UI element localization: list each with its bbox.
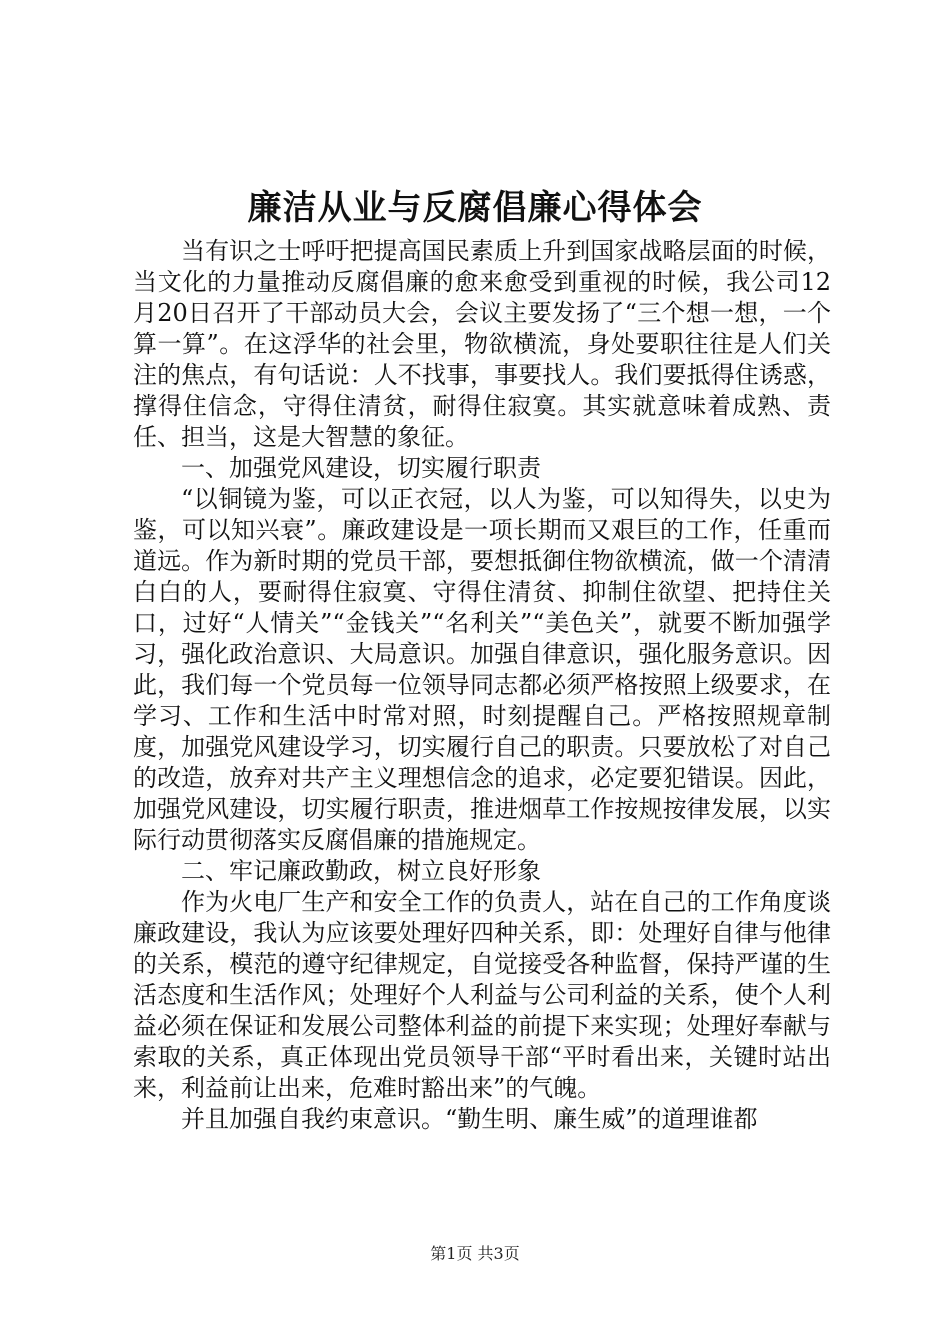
section-heading-2: 二、牢记廉政勤政，树立良好形象: [181, 857, 541, 885]
paragraph-section-1: “以铜镜为鉴，可以正衣冠，以人为鉴，可以知得失，以史为鉴，可以知兴衰”。廉政建设是一项长期而又艰巨的工作，任重而道远。作为新时期的党员干部，要想抵御住物欲横流，做一个清清白白的人，要耐得住寂寞、守得住清贫、抑制住欲望、把持住关口，过好“人情关”“金钱关”“名利关”“美色关”，就要不断加强学习，强化政治意识、大局意识。加强自律意识，强化服务意识。因此，我们每一个党员每一位领导同志都必须严格按照上级要求，在学习、工作和生活中时常对照，时刻提醒自己。严格按照规章制度，加强党风建设学习，切实履行自己的职责。只要放松了对自己的改造，放弃对共产主义理想信念的追求，必定要犯错误。因此，加强党风建设，切实履行职责，推进烟草工作按规按律发展，以实际行动贯彻落实反腐倡廉的措施规定。: [133, 485, 831, 854]
paragraph-section-2: 作为火电厂生产和安全工作的负责人，站在自己的工作角度谈廉政建设，我认为应该要处理好四种关系，即：处理好自律与他律的关系，模范的遵守纪律规定，自觉接受各种监督，保持严谨的生活态度和生活作风；处理好个人利益与公司利益的关系，使个人利益必须在保证和发展公司整体利益的前提下来实现；处理好奉献与索取的关系，真正体现出党员领导干部“平时看出来，关键时站出来，利益前让出来，危难时豁出来”的气魄。: [133, 888, 831, 1102]
document-title: 廉洁从业与反腐倡廉心得体会: [247, 188, 703, 228]
paragraph-continued: 并且加强自我约束意识。“勤生明、廉生威”的道理谁都: [181, 1105, 758, 1133]
section-heading-1: 一、加强党风建设，切实履行职责: [181, 454, 541, 482]
paragraph-intro: 当有识之士呼吁把提高国民素质上升到国家战略层面的时候，当文化的力量推动反腐倡廉的愈来愈受到重视的时候，我公司12月20日召开了干部动员大会，会议主要发扬了“三个想一想，一个算一算”。在这浮华的社会里，物欲横流，身处要职往往是人们关注的焦点，有句话说：人不找事，事要找人。我们要抵得住诱惑，撑得住信念，守得住清贫，耐得住寂寞。其实就意味着成熟、责任、担当，这是大智慧的象征。: [133, 237, 831, 451]
document-body: [133, 236, 831, 1135]
page-footer: 第1页 共3页: [430, 1244, 520, 1263]
